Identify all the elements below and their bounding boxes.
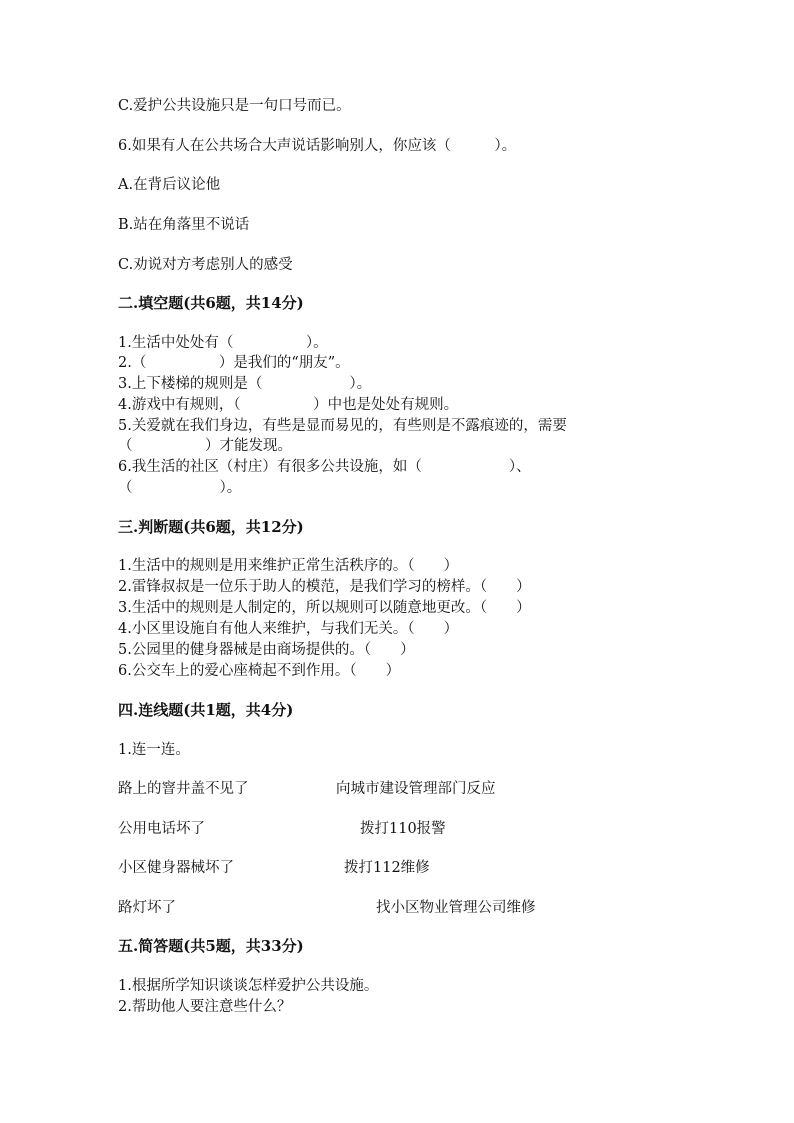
fill-item: 1.生活中处处有（ ）。 — [118, 335, 328, 351]
match-left: 小区健身器械坏了 — [118, 860, 234, 876]
match-question: 1.连一连。 — [118, 742, 190, 758]
section3-title: 三.判断题(共6题，共12分) — [118, 518, 304, 536]
judge-item: 4.小区里设施自有他人来维护，与我们无关。（ ） — [118, 621, 459, 637]
judge-item: 2.雷锋叔叔是一位乐于助人的模范，是我们学习的榜样。（ ） — [118, 579, 531, 595]
fill-item: 6.我生活的社区（村庄）有很多公共设施，如（ ）、 — [118, 459, 531, 475]
judge-item: 1.生活中的规则是用来维护正常生活秩序的。（ ） — [118, 558, 459, 574]
match-right: 向城市建设管理部门反应 — [336, 781, 496, 797]
fill-item-continuation: （ ）。 — [118, 480, 242, 496]
match-left: 路灯坏了 — [118, 900, 176, 916]
fill-item: 2.（ ）是我们的“朋友”。 — [118, 355, 350, 371]
fill-item: 4.游戏中有规则，（ ）中也是处处有规则。 — [118, 397, 459, 413]
fill-item-continuation: （ ）才能发现。 — [118, 438, 292, 454]
q6-stem: 6.如果有人在公共场合大声说话影响别人，你应该（ ）。 — [118, 138, 517, 154]
section2-title: 二.填空题(共6题，共14分) — [118, 294, 304, 312]
judge-item: 6.公交车上的爱心座椅起不到作用。（ ） — [118, 663, 401, 679]
match-left: 路上的窨井盖不见了 — [118, 781, 249, 797]
section4-title: 四.连线题(共1题，共4分) — [118, 701, 294, 719]
match-right: 拨打110报警 — [360, 821, 446, 837]
match-right: 找小区物业管理公司维修 — [376, 900, 536, 916]
q6-option-c: C.劝说对方考虑别人的感受 — [118, 257, 293, 273]
q6-option-b: B.站在角落里不说话 — [118, 217, 250, 233]
q5-option-c: C.爱护公共设施只是一句口号而已。 — [118, 98, 351, 114]
q6-option-a: A.在背后议论他 — [118, 177, 221, 193]
fill-item: 3.上下楼梯的规则是（ ）。 — [118, 376, 372, 392]
section5-title: 五.简答题(共5题，共33分) — [118, 937, 304, 955]
match-right: 拨打112维修 — [344, 860, 430, 876]
judge-item: 5.公园里的健身器械是由商场提供的。（ ） — [118, 642, 415, 658]
match-left: 公用电话坏了 — [118, 821, 205, 837]
short-answer-item: 2.帮助他人要注意些什么？ — [118, 999, 292, 1015]
judge-item: 3.生活中的规则是人制定的，所以规则可以随意地更改。（ ） — [118, 600, 531, 616]
fill-item: 5.关爱就在我们身边，有些是显而易见的，有些则是不露痕迹的，需要 — [118, 418, 567, 434]
short-answer-item: 1.根据所学知识谈谈怎样爱护公共设施。 — [118, 978, 379, 994]
